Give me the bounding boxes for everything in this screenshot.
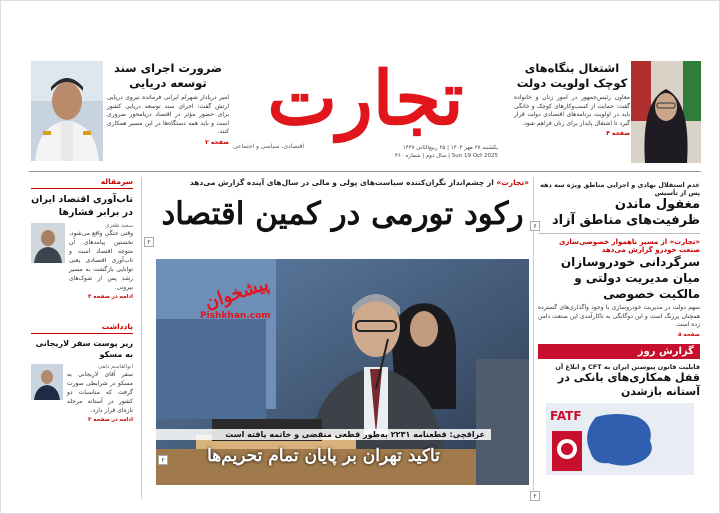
main-headline[interactable]: رکود تورمی در کمین اقتصاد xyxy=(161,196,524,232)
masthead-tagline: اقتصادی، سیاسی و اجتماعی xyxy=(233,143,305,150)
note-author-photo xyxy=(31,364,63,400)
top-right-continue[interactable]: صفحه ۴ xyxy=(606,130,630,138)
top-left-headline[interactable]: ضرورت اجرای سند توسعه دریایی xyxy=(113,61,223,90)
editorial-author-photo xyxy=(31,223,65,263)
top-left-text: امیر دریادار شهرام ایرانی فرمانده نیروی دریایی ارتش گفت: اجرای سند توسعه دریایی کشور برای حضور مؤثر در اقتصاد دریامحور ضروری است و باید همه دستگاه‌ها در این مسیر همکاری کنند. xyxy=(107,94,229,136)
editorial-continue[interactable]: ادامه در صفحه ۳ xyxy=(88,294,133,300)
watermark-logo: پیشخوان xyxy=(202,273,272,314)
auto-text: سهم دولت در مدیریت خودروسازی با وجود واگذاری‌های گسترده همچنان پررنگ است و این دوگانگی به ناکارآمدی این صنعت دامن زده است. xyxy=(538,304,700,329)
fatf-label: FATF xyxy=(550,408,582,423)
page-number-badge: ۲ xyxy=(158,455,168,465)
masthead-info xyxy=(233,144,498,160)
daily-report-bar: گزارش روز xyxy=(538,344,700,359)
free-zones-headline[interactable]: مغفول ماندن ظرفیت‌های مناطق آزاد xyxy=(551,197,700,228)
main-story xyxy=(147,177,529,466)
banking-kicker: قابلیت قانون پیوستن ایران به CFT و ابلاغ آن xyxy=(555,362,700,371)
note-tag: یادداشت xyxy=(31,322,133,334)
editorial-headline[interactable]: تاب‌آوری اقتصاد ایران در برابر فشارها xyxy=(31,194,133,218)
editorial-tag: سرمقاله xyxy=(31,177,133,189)
top-left-continue[interactable]: صفحه ۲ xyxy=(205,138,229,146)
banking-headline[interactable]: قفل همکاری‌های بانکی در آستانه بازشدن xyxy=(557,370,700,398)
auto-continue[interactable]: صفحه ۵ xyxy=(678,331,700,338)
fatf-illustration xyxy=(546,403,694,475)
right-column xyxy=(533,181,700,500)
right-divider-1 xyxy=(538,233,700,234)
note-headline[interactable]: زیر پوست سفر لاریجانی به مسکو xyxy=(35,339,133,359)
top-left-story xyxy=(107,61,229,167)
masthead-divider xyxy=(29,171,701,172)
left-divider xyxy=(141,177,142,499)
masthead-issue: سال دوم | شماره ۴۶۰ | Sun 19 Oct 2025 xyxy=(394,153,498,159)
hero-caption: عراقچی: قطعنامه ۲۲۳۱ به‌طور قطعی منقضی و خاتمه یافته است xyxy=(156,429,491,440)
editorial-author: سعید ظفری xyxy=(104,223,133,229)
auto-kicker: «تجارت» از مسیر ناهموار خصوصی‌سازی صنعت خودرو گزارش می‌دهد xyxy=(558,238,700,254)
masthead-logo[interactable]: تجارت xyxy=(267,56,464,142)
top-right-headline[interactable]: اشتغال بنگاه‌های کوچک اولویت دولت xyxy=(516,61,628,90)
masthead xyxy=(233,55,498,155)
note-continue[interactable]: ادامه در صفحه ۳ xyxy=(88,417,133,423)
auto-headline[interactable]: سرگردانی خودروسازان میان مدیریت دولتی و مالکیت خصوصی xyxy=(560,255,700,301)
navy-commander-photo xyxy=(31,61,103,161)
left-column xyxy=(31,177,133,423)
note-text: سفر آقای لاریجانی به مسکو در شرایطی صورت گرفت که مناسبات دو کشور در آستانه مرحله تازه‌ای قرار دارد. xyxy=(67,371,133,414)
editorial-text: وقتی جنگی واقع می‌شود، نخستین پیامدهای آن متوجه اقتصاد است و تاب‌آوری اقتصادی یعنی توانایی بازگشت به مسیر رشد پس از شوک‌های بیرونی. xyxy=(69,230,133,291)
main-kicker-text: از چشم‌انداز نگران‌کننده سیاست‌های پولی و مالی در سال‌های آینده گزارش می‌دهد xyxy=(189,178,494,187)
main-kicker-source: «تجارت» xyxy=(496,178,529,187)
page-number-badge: ۲ xyxy=(144,237,154,247)
note-author: ابوالقاسم دلفی xyxy=(97,364,133,370)
page-number-badge: ۶ xyxy=(530,221,540,231)
top-right-story xyxy=(514,61,630,167)
hero-title[interactable]: تاکید تهران بر پایان تمام تحریم‌ها xyxy=(207,446,440,466)
masthead-dates: یکشنبه ۲۷ مهر ۱۴۰۴ | ۲۵ ربیع‌الثانی ۱۴۴۷ xyxy=(402,145,498,151)
page-number-badge: ۲ xyxy=(530,491,540,501)
main-kicker xyxy=(156,177,529,188)
free-zones-kicker: عدم استقلال نهادی و اجرایی مناطق ویژه سه دهه پس از تأسیس xyxy=(540,181,700,197)
top-right-text: معاون رئیس‌جمهور در امور زنان و خانواده گفت: حمایت از کسب‌وکارهای کوچک و خانگی باید در اولویت برنامه‌های اقتصادی دولت قرار گیرد تا اشتغال پایدار برای زنان فراهم شود. xyxy=(514,94,630,127)
watermark-url: Pishkhan.com xyxy=(200,311,271,321)
vice-president-photo xyxy=(631,61,701,163)
